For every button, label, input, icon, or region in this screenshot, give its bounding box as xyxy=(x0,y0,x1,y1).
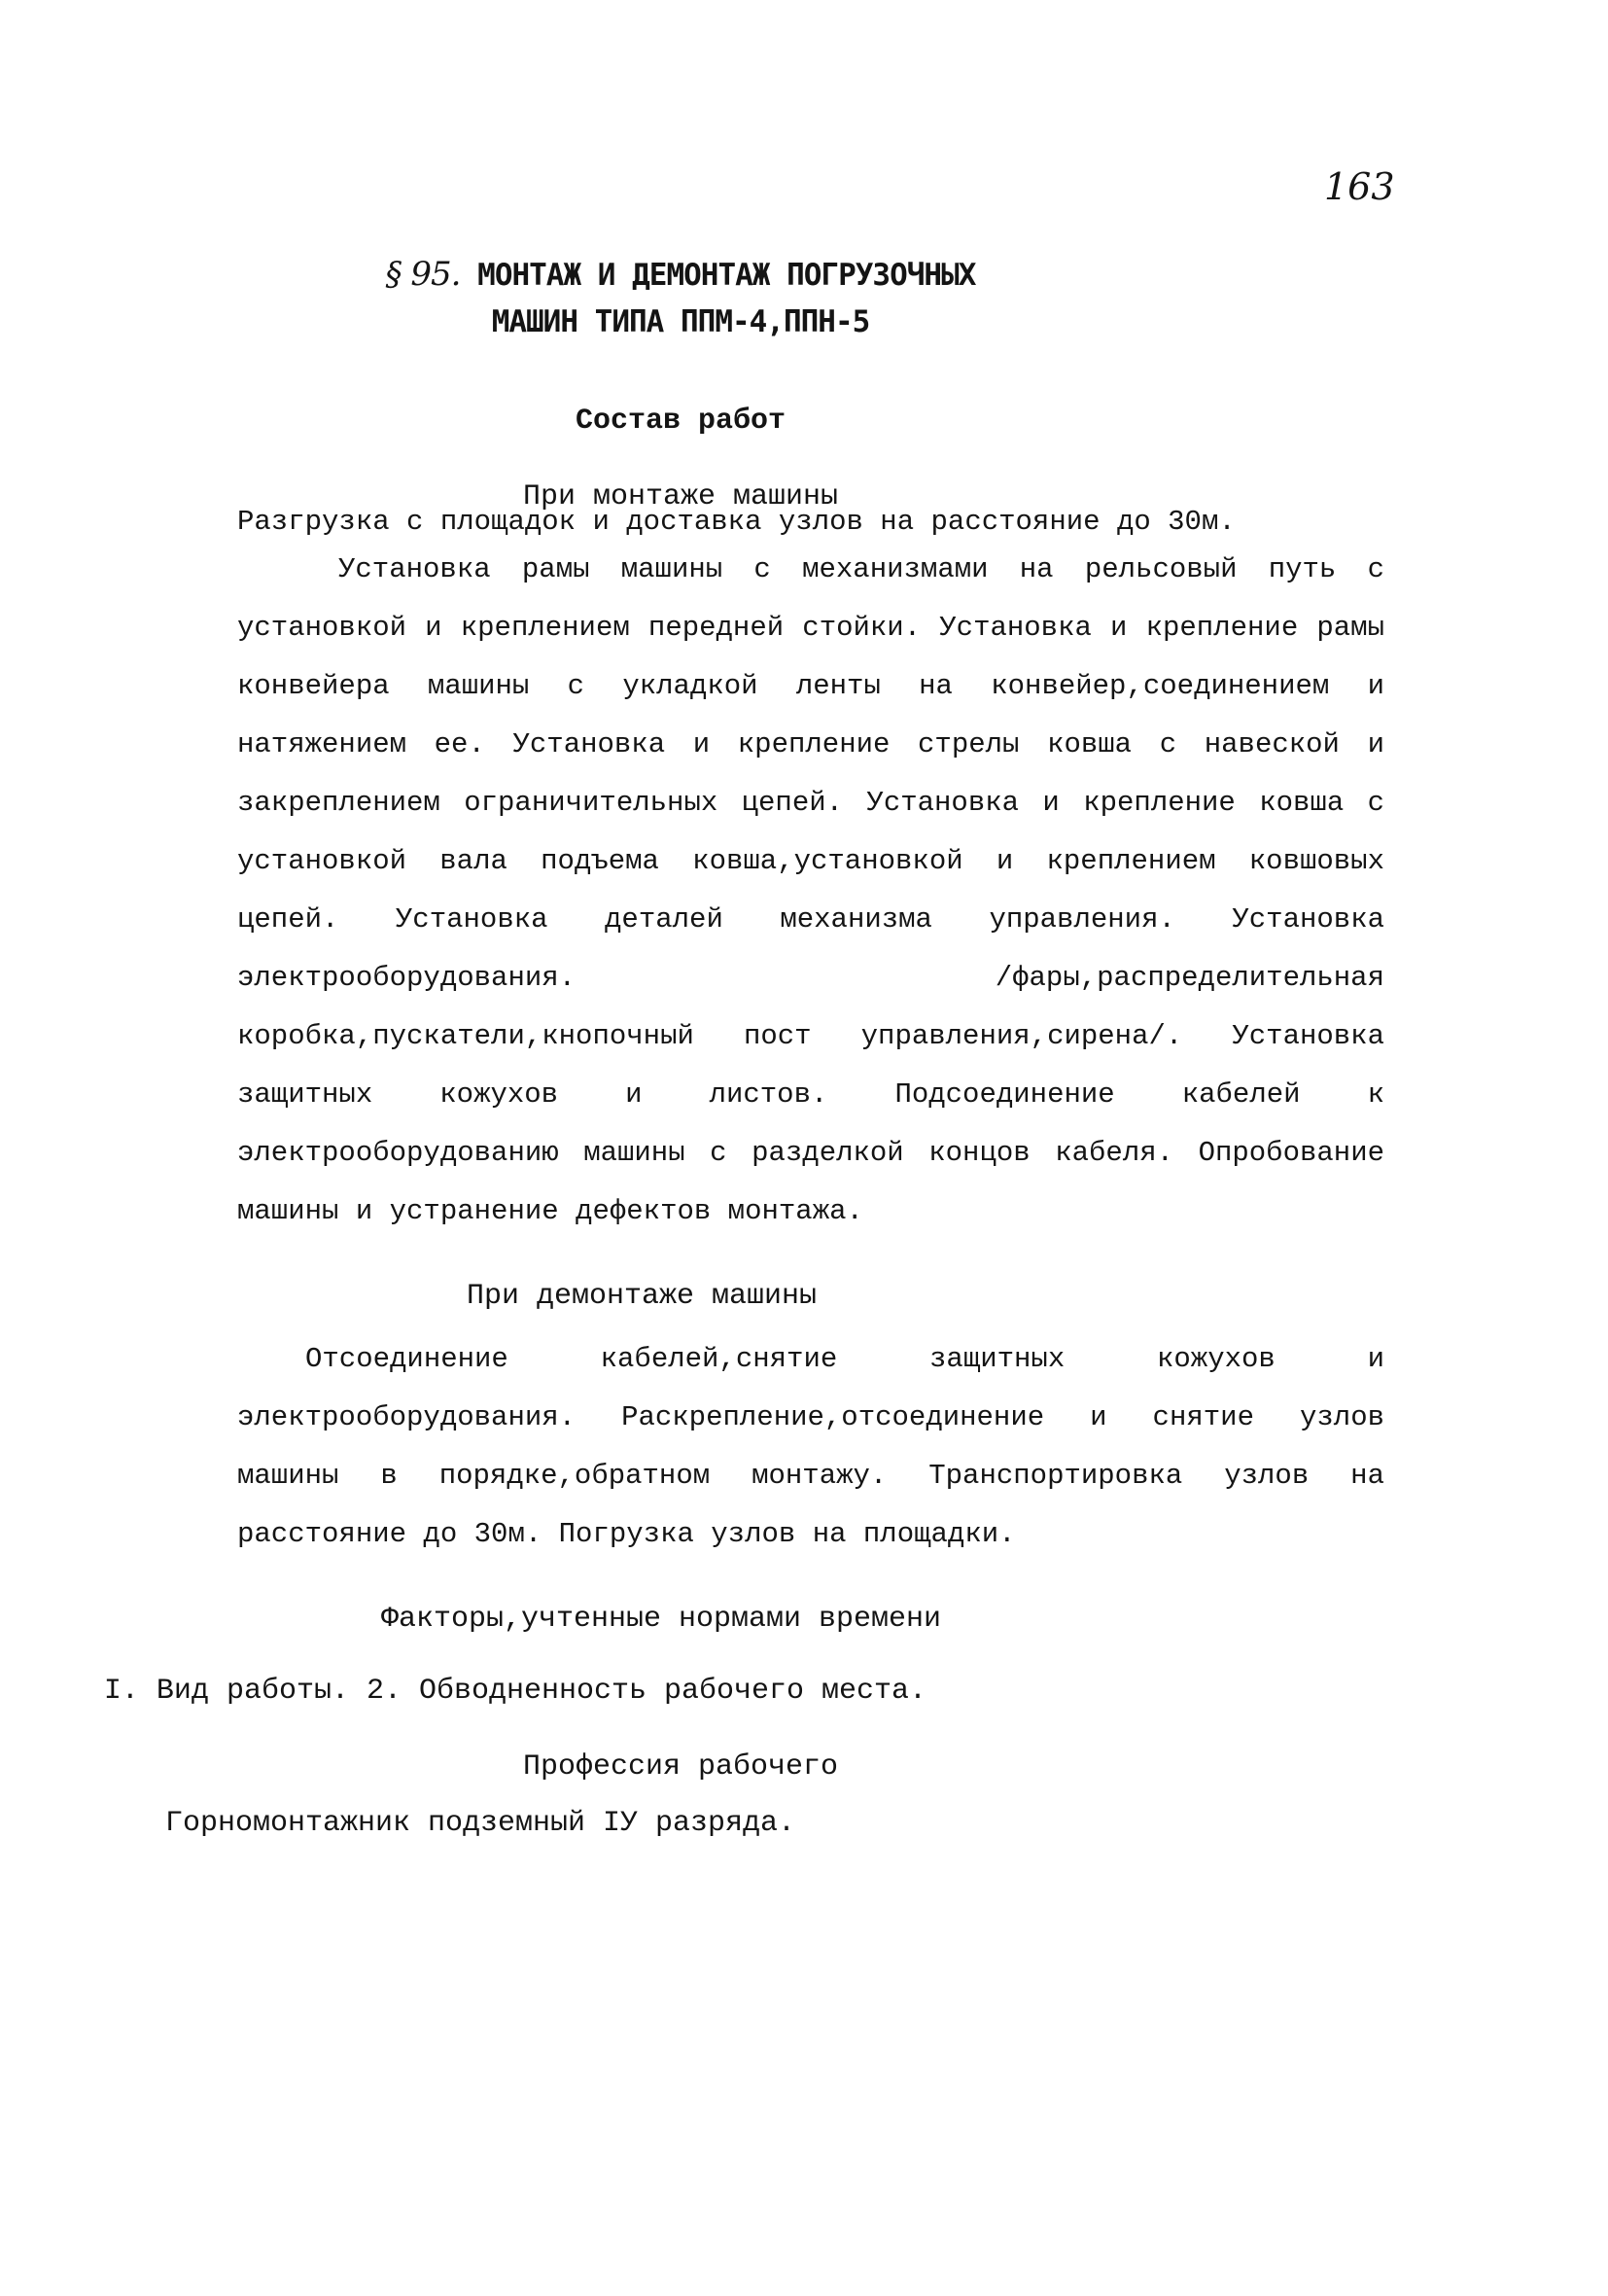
dismounting-paragraph: Отсоединение кабелей,снятие защитных кожухов и электрооборудования. Раскрепление,отсоединение и снятие узлов машины в порядке,обратном монтажу. Транспортировка узлов на расстояние до 30м. Погрузка узлов на площадки. xyxy=(237,1343,1384,1550)
section-title xyxy=(0,251,1361,345)
section-title-line-1 xyxy=(0,251,1361,299)
section-title-line-2: МАШИН ТИПА ППМ-4,ППН-5 xyxy=(491,304,870,339)
profession-text: Горномонтажник подземный IУ разряда. xyxy=(164,1807,796,1840)
factors-heading: Факторы,учтенные нормами времени xyxy=(380,1603,942,1636)
mounting-paragraph: Установка рамы машины с механизмами на рельсовый путь с установкой и креплением передней стойки. Установка и крепление рамы конвейера машины с укладкой ленты на конвейер,соединением и натяжением ее. Установка и крепление стрелы ковша с навеской и закреплением ограничительных цепей. Установка и крепление ковша с установкой вала подъема ковша,установкой и креплением ковшовых цепей. Установка деталей механизма управления. Установка электрооборудования. /фары,распределительная коробка,пускатели,кнопочный пост управления,сирена/. Установка защитных кожухов и листов. Подсоединение кабелей к электрооборудованию машины с разделкой концов кабеля. Опробование машины и устранение дефектов монтажа. xyxy=(237,553,1384,1227)
profession-heading: Профессия рабочего xyxy=(522,1750,839,1784)
factors-list: I. Вид работы. 2. Обводненность рабочего места. xyxy=(103,1675,927,1708)
composition-heading: Состав работ xyxy=(575,405,787,438)
dismounting-heading: При демонтаже машины xyxy=(466,1280,818,1313)
section-title-text: МОНТАЖ И ДЕМОНТАЖ ПОГРУЗОЧНЫХ xyxy=(477,258,976,293)
section-number: § 95. xyxy=(385,255,461,294)
mounting-heading: При монтаже машины xyxy=(522,480,839,513)
mounting-first-line: Разгрузка с площадок и доставка узлов на расстояние до 30м. xyxy=(237,506,1236,538)
page-number: 163 xyxy=(1324,165,1395,208)
